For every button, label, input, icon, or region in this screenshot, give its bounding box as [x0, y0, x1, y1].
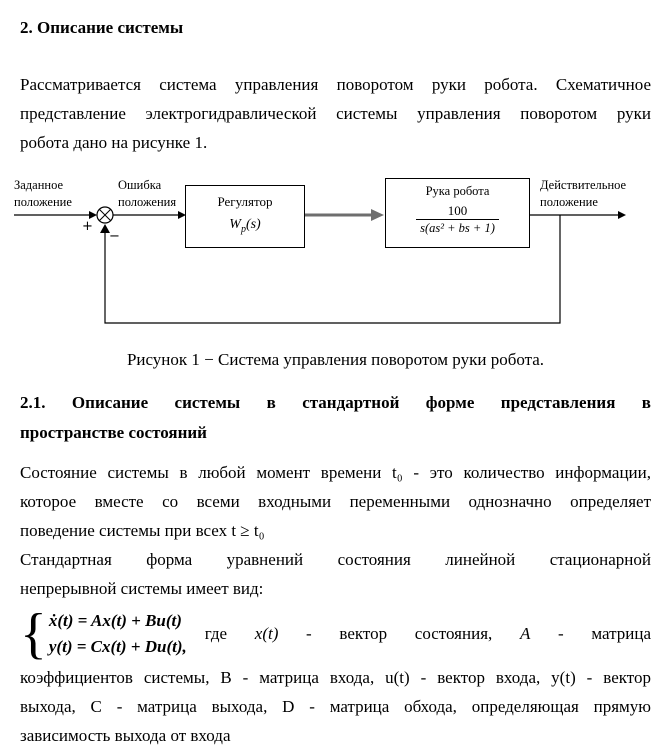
output-label-line: положение	[540, 195, 598, 209]
input-label	[14, 177, 72, 211]
fraction-denominator: s(as² + bs + 1)	[416, 219, 499, 237]
tf-subscript: p	[240, 223, 246, 235]
paragraph-line: робота дано на рисунке 1.	[20, 133, 208, 152]
plus-sign: +	[82, 219, 93, 234]
controller-title: Регулятор	[217, 194, 273, 209]
paragraph-line: Рассматривается система управления поворотом руки робота. Схематичное	[20, 75, 651, 94]
section-heading: 2. Описание системы	[20, 18, 184, 37]
output-equation: y(t) = Cx(t) + Du(t),	[48, 637, 187, 656]
control-arrowhead	[371, 209, 384, 221]
paragraph-matrix-definitions	[20, 663, 651, 750]
paragraph-line: непрерывной системы имеет вид:	[20, 579, 264, 598]
controller-block	[185, 185, 305, 248]
paragraph-line: поведение системы при всех t ≥ t₀	[20, 521, 265, 540]
error-label-line: положения	[118, 195, 177, 209]
paragraph-line: Стандартная форма уравнений состояния линейной стационарной	[20, 550, 651, 569]
paragraph-line: коэффициентов системы, B - матрица входа, u(t) - вектор входа, y(t) - вектор	[20, 668, 651, 687]
variable-x: x(t)	[254, 624, 279, 643]
fraction-numerator: 100	[447, 203, 468, 218]
system-brace: {	[20, 603, 47, 665]
error-label-line: Ошибка	[118, 178, 162, 192]
subsection-heading	[20, 388, 651, 448]
plant-transfer-function	[416, 202, 499, 237]
equation-lines	[49, 608, 187, 660]
output-label-line: Действительное	[540, 178, 627, 192]
paragraph-line: зависимость выхода от входа	[20, 726, 231, 745]
text-fragment: где	[204, 624, 255, 643]
text-fragment: - матрица	[530, 624, 651, 643]
error-label	[118, 177, 176, 211]
paragraph-line: выхода, C - матрица выхода, D - матрица обхода, определяющая прямую	[20, 697, 651, 716]
paragraph-intro	[20, 70, 651, 157]
heading-line: пространстве состояний	[20, 423, 207, 442]
plant-title: Рука робота	[425, 184, 490, 198]
tf-symbol: W	[229, 217, 241, 232]
paragraph-state-definition	[20, 458, 651, 545]
heading-line: 2.1. Описание системы в стандартной форме представления в	[20, 393, 651, 412]
state-equation: ẋ(t) = Ax(t) + Bu(t)	[48, 611, 182, 630]
paragraph-line: представление электрогидравлической системы управления поворотом руки	[20, 104, 651, 123]
paragraph-standard-form	[20, 545, 651, 603]
input-label-line: Заданное	[14, 178, 64, 192]
input-label-line: положение	[14, 195, 72, 209]
plant-block	[385, 178, 530, 248]
output-label	[540, 177, 626, 211]
paragraph-line: которое вместе со всеми входными переменными однозначно определяет	[20, 492, 651, 511]
equation-explanation	[187, 624, 651, 644]
controller-transfer-function	[186, 216, 304, 238]
output-arrowhead	[618, 211, 626, 219]
figure-caption: Рисунок 1 − Система управления поворотом руки робота.	[126, 350, 545, 369]
variable-A: A	[519, 624, 531, 643]
minus-sign: −	[109, 229, 120, 244]
state-equations	[20, 603, 651, 665]
text-fragment: - вектор состояния,	[278, 624, 520, 643]
paragraph-line: Состояние системы в любой момент времени t₀ - это количество информации,	[20, 463, 651, 482]
figure-1-block-diagram	[12, 171, 663, 331]
tf-argument: (s)	[245, 217, 261, 232]
